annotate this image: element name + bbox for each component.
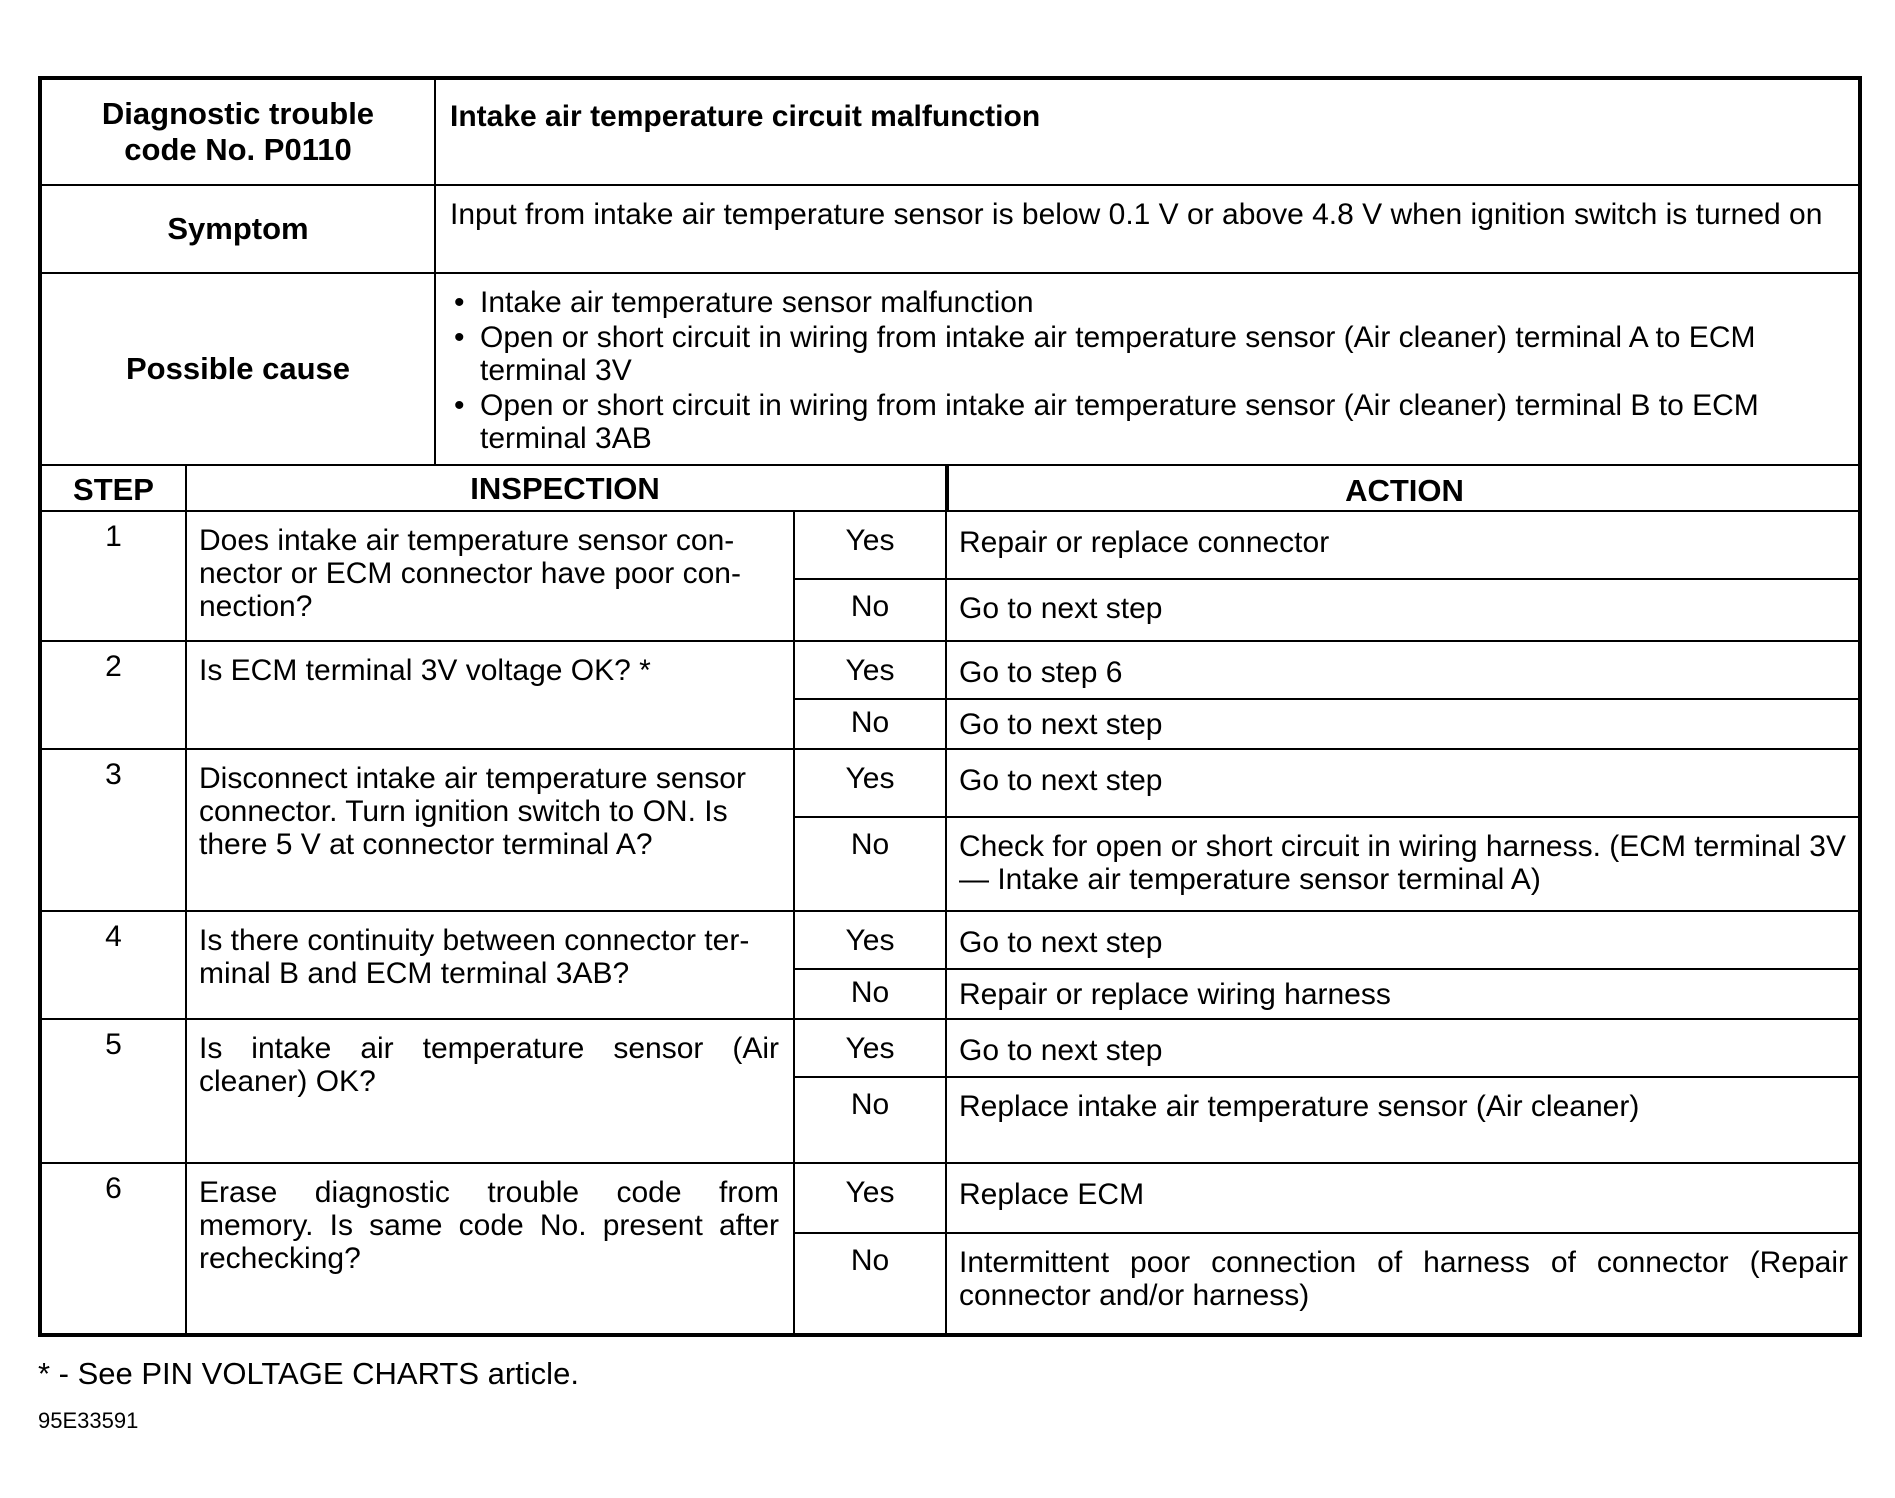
yes-action: Repair or replace connector [959, 526, 1330, 559]
cause-item: • Open or short circuit in wiring from intake air temperature sensor (Air cleaner) terminal A to ECM terminal 3V [450, 321, 1848, 387]
step-number: 6 [42, 1164, 187, 1333]
no-action: Go to next step [959, 708, 1163, 741]
inspection-text: Disconnect intake air temperature sensor connector. Turn ignition switch to ON. Is there 5 V at connector terminal A? [187, 750, 795, 910]
cause-item: • Intake air temperature sensor malfunction [450, 286, 1848, 319]
inspection-text: Is ECM terminal 3V voltage OK? * [187, 642, 795, 748]
yes-action: Go to next step [959, 1034, 1163, 1067]
step-number: 2 [42, 642, 187, 748]
symptom-label: Symptom [42, 186, 436, 272]
column-header-row [42, 466, 1858, 512]
cause-row [42, 274, 1858, 466]
cause-list [436, 274, 1858, 464]
diagnostic-table [38, 76, 1862, 1337]
yes-action: Go to next step [959, 764, 1163, 797]
step-row [42, 1020, 1858, 1164]
dtc-title: Intake air temperature circuit malfunction [450, 100, 1041, 133]
col-action-header: ACTION [947, 466, 1858, 510]
no-label: No [795, 968, 947, 1020]
step-row [42, 750, 1858, 912]
col-inspection-header: INSPECTION [187, 466, 947, 510]
yes-label: Yes [795, 1164, 947, 1232]
yes-action: Replace ECM [959, 1178, 1145, 1211]
no-action: Repair or replace wiring harness [959, 978, 1391, 1011]
step-number: 4 [42, 912, 187, 1018]
yes-label: Yes [795, 642, 947, 698]
no-label: No [795, 1232, 947, 1333]
col-step-header: STEP [42, 466, 187, 510]
inspection-text: Erase diagnostic trouble code from memory. Is same code No. present after rechecking? [187, 1164, 795, 1333]
inspection-text: Does intake air temperature sensor connector or ECM connector have poor connection? [187, 512, 795, 640]
no-label: No [795, 578, 947, 642]
step-number: 3 [42, 750, 187, 910]
yes-label: Yes [795, 512, 947, 578]
no-action: Go to next step [959, 592, 1163, 625]
step-row [42, 1164, 1858, 1333]
cause-label: Possible cause [42, 274, 436, 464]
no-action: Intermittent poor connection of harness of connector (Repair connector and/or harness) [959, 1246, 1848, 1312]
dtc-row [42, 80, 1858, 186]
yes-label: Yes [795, 1020, 947, 1076]
no-action: Check for open or short circuit in wiring harness. (ECM terminal 3V — Intake air temperature sensor terminal A) [959, 830, 1846, 896]
inspection-text: Is intake air temperature sensor (Air cleaner) OK? [187, 1020, 795, 1162]
no-label: No [795, 816, 947, 912]
yes-label: Yes [795, 750, 947, 816]
step-number: 1 [42, 512, 187, 640]
no-action: Replace intake air temperature sensor (Air cleaner) [959, 1090, 1640, 1123]
document-id: 95E33591 [38, 1408, 139, 1433]
yes-label: Yes [795, 912, 947, 968]
dtc-label: Diagnostic trouble code No. P0110 [42, 80, 436, 184]
symptom-text: Input from intake air temperature sensor is below 0.1 V or above 4.8 V when ignition switch is turned on [450, 198, 1823, 231]
yes-action: Go to next step [959, 926, 1163, 959]
footnote: * - See PIN VOLTAGE CHARTS article. [38, 1356, 579, 1391]
symptom-row [42, 186, 1858, 274]
inspection-text: Is there continuity between connector terminal B and ECM terminal 3AB? [187, 912, 795, 1018]
no-label: No [795, 698, 947, 750]
yes-action: Go to step 6 [959, 656, 1123, 689]
step-row [42, 512, 1858, 642]
cause-item: • Open or short circuit in wiring from intake air temperature sensor (Air cleaner) terminal B to ECM terminal 3AB [450, 389, 1848, 455]
step-row [42, 642, 1858, 750]
no-label: No [795, 1076, 947, 1164]
step-row [42, 912, 1858, 1020]
step-number: 5 [42, 1020, 187, 1162]
